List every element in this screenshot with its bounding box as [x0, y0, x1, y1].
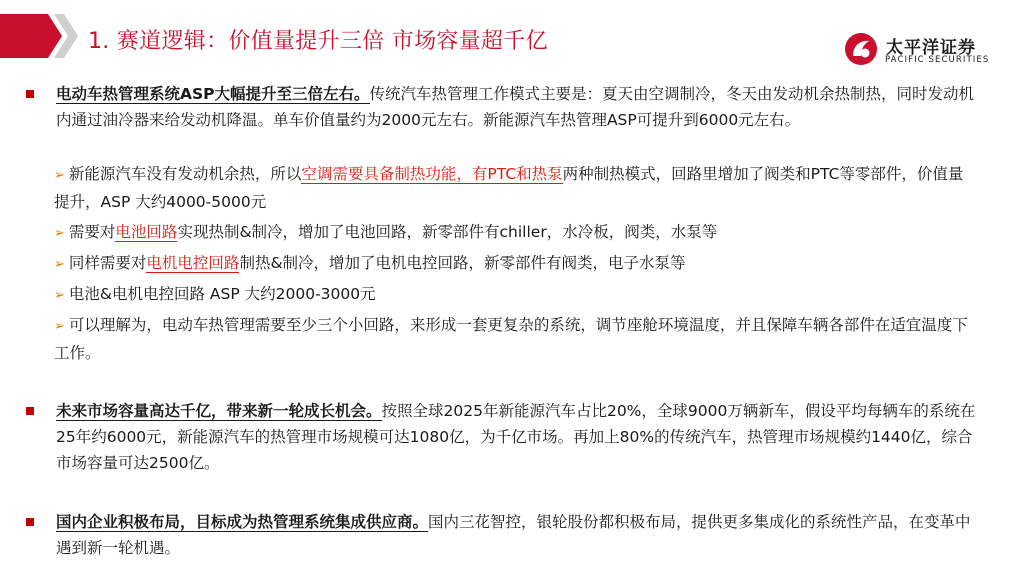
section-market-text: 按照全球2025年新能源汽车占比20%，全球9000万辆新车，假设平均每辆车的系统在25年约6000元，新能源汽车的热管理市场规模可达1080亿，为千亿市场。再加上80%的传统汽车，热管理市场规模约1440亿，综合市场容量可达2500亿。	[56, 402, 976, 472]
section-asp-lead: 电动车热管理系统ASP大幅提升至三倍左右。	[56, 85, 370, 103]
section-market-paragraph	[26, 398, 976, 476]
title-chevron-decoration	[0, 14, 84, 58]
sub-item-motor-loop: ➢ 同样需要对电机电控回路制热&制冷，增加了电机电控回路，新零部件有阀类，电子水泵等	[54, 254, 686, 272]
sub-item-ac-heating: ➢ 新能源汽车没有发动机余热，所以空调需要具备制热功能，有PTC和热泵两种制热模式，回路里增加了阀类和PTC等零部件，价值量提升，ASP 大约4000-5000元	[54, 165, 964, 211]
sub-bullet-arrow-icon: ➢	[54, 257, 65, 272]
section-market-lead: 未来市场容量高达千亿，带来新一轮成长机会。	[56, 402, 382, 420]
logo-name-cn: 太平洋证券	[886, 38, 976, 58]
sub-item-summary: ➢ 可以理解为，电动车热管理需要至少三个小回路，来形成一套更复杂的系统，调节座舱环境温度，并且保障车辆各部件在适宜温度下工作。	[54, 316, 968, 362]
pacific-securities-logo-icon	[844, 32, 878, 66]
section-asp-text: 传统汽车热管理工作模式主要是：夏天由空调制冷，冬天由发动机余热制热，同时发动机内通过油冷器来给发动机降温。单车价值量约为2000元左右。新能源汽车热管理ASP可提升到6000元左右。	[56, 85, 975, 129]
section-domestic-text: 国内三花智控，银轮股份都积极布局，提供更多集成化的系统性产品，在变革中遇到新一轮机遇。	[56, 513, 971, 557]
highlight-text: 电机电控回路	[146, 254, 240, 272]
sub-item-loop-asp: ➢ 电池&电机电控回路 ASP 大约2000-3000元	[54, 285, 376, 303]
square-bullet-icon	[26, 90, 34, 98]
sub-bullet-arrow-icon: ➢	[54, 168, 65, 183]
page-title: 1. 赛道逻辑：价值量提升三倍 市场容量超千亿	[88, 29, 548, 54]
logo-name-en: PACIFIC SECURITIES	[885, 55, 990, 65]
sub-item-battery-loop: ➢ 需要对电池回路实现热制&制冷，增加了电池回路，新零部件有chiller，水冷板，阀类，水泵等	[54, 223, 718, 241]
section-asp-paragraph	[26, 81, 976, 133]
sub-bullet-arrow-icon: ➢	[54, 319, 65, 334]
highlight-text: 空调需要具备制热功能，有PTC和热泵	[301, 165, 563, 183]
square-bullet-icon	[26, 518, 34, 526]
pacific-securities-logo	[844, 30, 1009, 70]
square-bullet-icon	[26, 407, 34, 415]
section-domestic-paragraph	[26, 509, 976, 561]
section-domestic-lead: 国内企业积极布局，目标成为热管理系统集成供应商。	[56, 513, 429, 531]
sub-bullet-arrow-icon: ➢	[54, 226, 65, 241]
sub-bullet-arrow-icon: ➢	[54, 288, 65, 303]
highlight-text: 电池回路	[115, 223, 178, 241]
